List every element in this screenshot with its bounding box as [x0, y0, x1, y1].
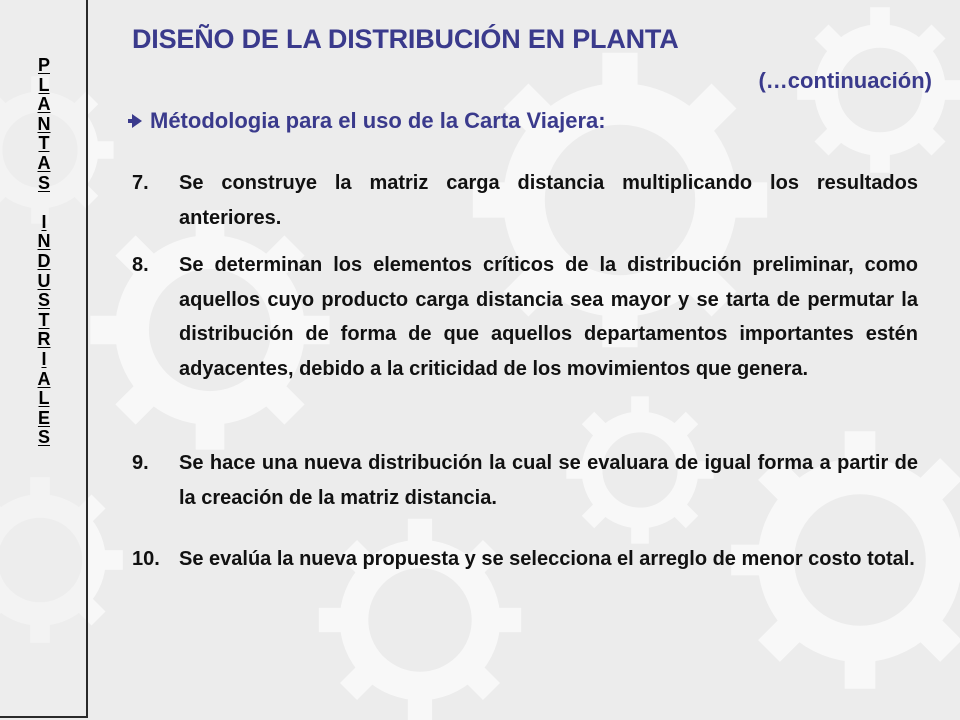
vertical-letter: N [37, 231, 51, 252]
list-item-number: 8. [132, 254, 149, 276]
vertical-letter: R [37, 329, 51, 350]
list-item [132, 248, 918, 386]
vertical-letter: T [38, 133, 50, 154]
vertical-letter: A [37, 94, 51, 115]
list-item-text: Se evalúa la nueva propuesta y se selecciona el arreglo de menor costo total. [179, 548, 915, 570]
vertical-letter: T [38, 309, 50, 330]
sidebar-panel [0, 0, 88, 718]
list-item-text: Se construye la matriz carga distancia multiplicando los resultados anteriores. [179, 172, 918, 229]
list-item [132, 166, 918, 235]
vertical-letter: I [41, 211, 47, 232]
list-item [132, 542, 918, 577]
vertical-letter: I [41, 348, 47, 369]
vertical-letter: S [37, 172, 50, 193]
vertical-letter: S [37, 290, 50, 311]
section-heading-text: Métodologia para el uso de la Carta Viajera: [150, 108, 606, 133]
list-item-text: Se hace una nueva distribución la cual se evaluara de igual forma a partir de la creación de la matriz distancia. [179, 452, 918, 509]
slide-title: DISEÑO DE LA DISTRIBUCIÓN EN PLANTA [132, 24, 679, 54]
vertical-letter: S [37, 427, 50, 448]
vertical-letter: E [37, 407, 50, 428]
vertical-letter-gap [0, 193, 88, 213]
list-item-text: Se determinan los elementos críticos de la distribución preliminar, como aquellos cuyo producto carga distancia sea mayor y se tarta de permutar la distribución de forma de que aquellos departamentos importantes estén adyacentes, debido a la criticidad de los movimientos que genera. [179, 254, 918, 380]
list-item-number: 9. [132, 452, 149, 474]
list-item-number: 7. [132, 172, 149, 194]
vertical-letter: U [37, 270, 51, 291]
list-item-number: 10. [132, 548, 160, 570]
vertical-letter: L [38, 388, 50, 409]
arrow-bullet-icon [132, 114, 142, 128]
vertical-letter: A [37, 368, 51, 389]
section-heading [132, 108, 606, 134]
vertical-letter: A [37, 152, 51, 173]
vertical-label [0, 56, 88, 448]
vertical-letter: N [37, 113, 51, 134]
vertical-letter: P [37, 55, 50, 75]
slide-subtitle: (…continuación) [758, 68, 932, 93]
vertical-letter: D [37, 250, 51, 271]
list-item [132, 446, 918, 515]
vertical-letter: L [38, 74, 50, 95]
